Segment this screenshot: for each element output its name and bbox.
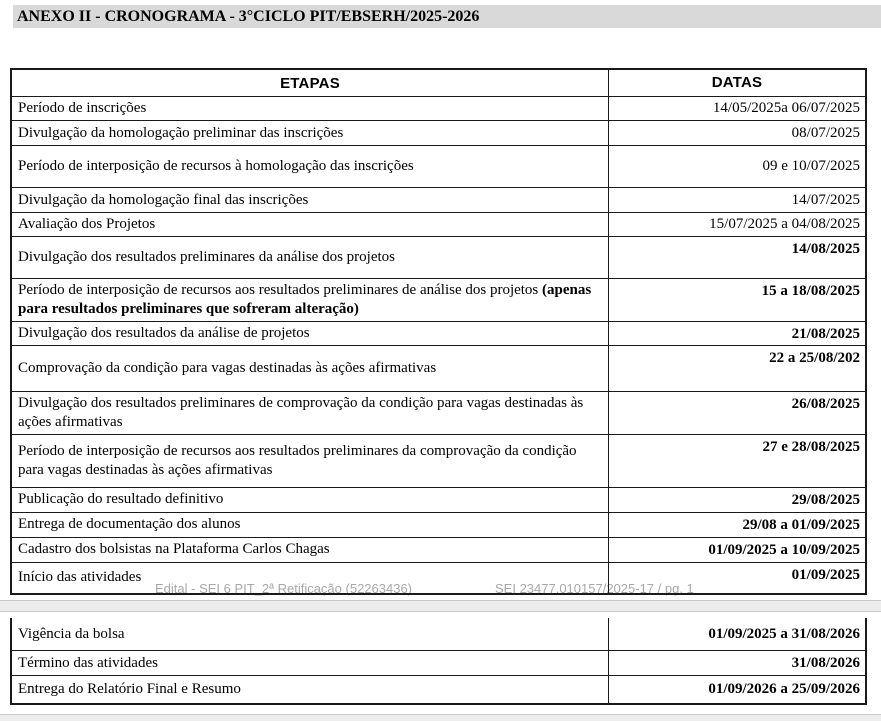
data-cell (609, 346, 865, 391)
etapa-text: Início das atividades (18, 569, 142, 586)
table-row (12, 513, 865, 538)
date-text: 01/09/2025 a 31/08/2026 (708, 625, 860, 642)
datas-header-label: DATAS (711, 73, 763, 91)
table-row (12, 213, 865, 237)
table-row (12, 346, 865, 392)
watermark-document-label: Edital - SEI 6 PIT_2ª Retificação (52263436) (155, 581, 413, 596)
etapa-cell (12, 237, 609, 278)
etapa-text: Vigência da bolsa (18, 625, 125, 642)
etapa-cell (12, 435, 609, 487)
etapa-text: Publicação do resultado definitivo (18, 491, 224, 508)
etapa-text: Avaliação dos Projetos (18, 216, 156, 233)
data-cell (609, 488, 865, 512)
etapa-text: Divulgação da homologação final das inscrições (18, 191, 309, 208)
etapas-header-label: ETAPAS (280, 74, 340, 92)
table-row (12, 538, 865, 563)
table-row (12, 392, 865, 435)
data-cell (609, 188, 865, 212)
etapa-cell (12, 322, 609, 346)
cronograma-table (10, 68, 867, 595)
date-text: 08/07/2025 (791, 124, 860, 141)
etapa-cell (12, 97, 609, 120)
data-cell (609, 213, 865, 236)
date-text: 01/09/2025 (791, 566, 860, 583)
table-row (12, 651, 865, 676)
etapa-cell (12, 279, 609, 321)
table-row (12, 237, 865, 279)
etapa-cell (12, 538, 609, 562)
date-text: 31/08/2026 (791, 654, 860, 671)
table-row (12, 188, 865, 213)
etapa-cell (12, 188, 609, 212)
date-text: 29/08/2025 (791, 491, 860, 508)
date-text: 29/08 a 01/09/2025 (742, 516, 860, 533)
etapa-text: Divulgação dos resultados preliminares da análise dos projetos (18, 249, 395, 266)
etapa-cell (12, 676, 609, 703)
table-row (12, 618, 865, 651)
data-cell (609, 563, 865, 593)
date-text: 14/05/2025a 06/07/2025 (712, 100, 860, 117)
etapa-text: Período de interposição de recursos à homologação das inscrições (18, 158, 414, 175)
etapa-cell (12, 618, 609, 650)
etapa-cell (12, 651, 609, 675)
etapa-cell (12, 146, 609, 187)
etapa-cell (12, 392, 609, 434)
data-cell (609, 513, 865, 537)
date-text: 27 e 28/08/2025 (762, 438, 860, 455)
data-cell (609, 651, 865, 675)
etapa-text: Entrega de documentação dos alunos (18, 516, 241, 533)
etapa-text: Término das atividades (18, 654, 158, 671)
data-cell (609, 279, 865, 321)
date-text: 21/08/2025 (791, 325, 860, 342)
etapa-cell (12, 121, 609, 145)
data-cell (609, 322, 865, 346)
table-row (12, 97, 865, 121)
table-row (12, 488, 865, 513)
data-cell (609, 392, 865, 434)
etapa-text: Entrega do Relatório Final e Resumo (18, 681, 241, 698)
date-text: 15/07/2025 a 04/08/2025 (709, 216, 860, 233)
date-text: 01/09/2025 a 10/09/2025 (708, 541, 860, 558)
etapa-text: Período de inscrições (18, 100, 147, 117)
data-cell (609, 538, 865, 562)
etapa-cell (12, 213, 609, 236)
etapa-text: Comprovação da condição para vagas destinadas às ações afirmativas (18, 360, 437, 377)
table-row (12, 322, 865, 347)
date-text: 15 a 18/08/2025 (761, 283, 860, 299)
etapa-text-bold: (apenas para resultados preliminares que sofreram alteração) (18, 282, 592, 317)
data-cell (609, 146, 865, 187)
data-cell (609, 676, 865, 703)
date-text: 14/08/2025 (791, 241, 860, 257)
date-text: 14/07/2025 (791, 191, 860, 208)
etapa-cell (12, 563, 609, 593)
etapa-text: Divulgação dos resultados da análise de projetos (18, 325, 310, 341)
etapa-text: Cadastro dos bolsistas na Plataforma Carlos Chagas (18, 541, 330, 558)
page-title: ANEXO II - CRONOGRAMA - 3°CICLO PIT/EBSERH/2025-2026 (17, 7, 480, 25)
cronograma-table-continuation (10, 618, 867, 705)
data-cell (609, 97, 865, 120)
etapa-cell (12, 513, 609, 537)
table-row (12, 676, 865, 703)
table-row (12, 563, 865, 593)
etapa-cell (12, 346, 609, 391)
table-row (12, 121, 865, 146)
table-row (12, 146, 865, 188)
etapa-text: Período de interposição de recursos aos resultados preliminares de análise dos projetos (18, 282, 543, 298)
date-text: 26/08/2025 (791, 396, 860, 413)
etapa-text: Período de interposição de recursos aos resultados preliminares da comprovação da condição para vagas destinadas às ações afirmativas (18, 443, 577, 478)
datas-header-cell (609, 70, 865, 96)
etapa-cell (12, 488, 609, 512)
etapas-header-cell (12, 70, 609, 96)
date-text: 09 e 10/07/2025 (762, 158, 860, 175)
date-text: 01/09/2026 a 25/09/2026 (708, 681, 860, 698)
document-title-bar (13, 5, 881, 28)
etapa-text: Divulgação da homologação preliminar das inscrições (18, 124, 344, 141)
page-separator (0, 600, 881, 612)
etapa-text: Divulgação dos resultados preliminares de comprovação da condição para vagas destinadas às ações afirmativas (18, 395, 584, 430)
date-text: 22 a 25/08/202 (769, 350, 860, 367)
table-row (12, 279, 865, 322)
data-cell (609, 237, 865, 278)
data-cell (609, 435, 865, 487)
table-header-row (12, 70, 865, 97)
data-cell (609, 618, 865, 650)
watermark-protocol-label: SEI 23477.010157/2025-17 / pg. 1 (495, 581, 694, 596)
table-row (12, 435, 865, 488)
data-cell (609, 121, 865, 145)
